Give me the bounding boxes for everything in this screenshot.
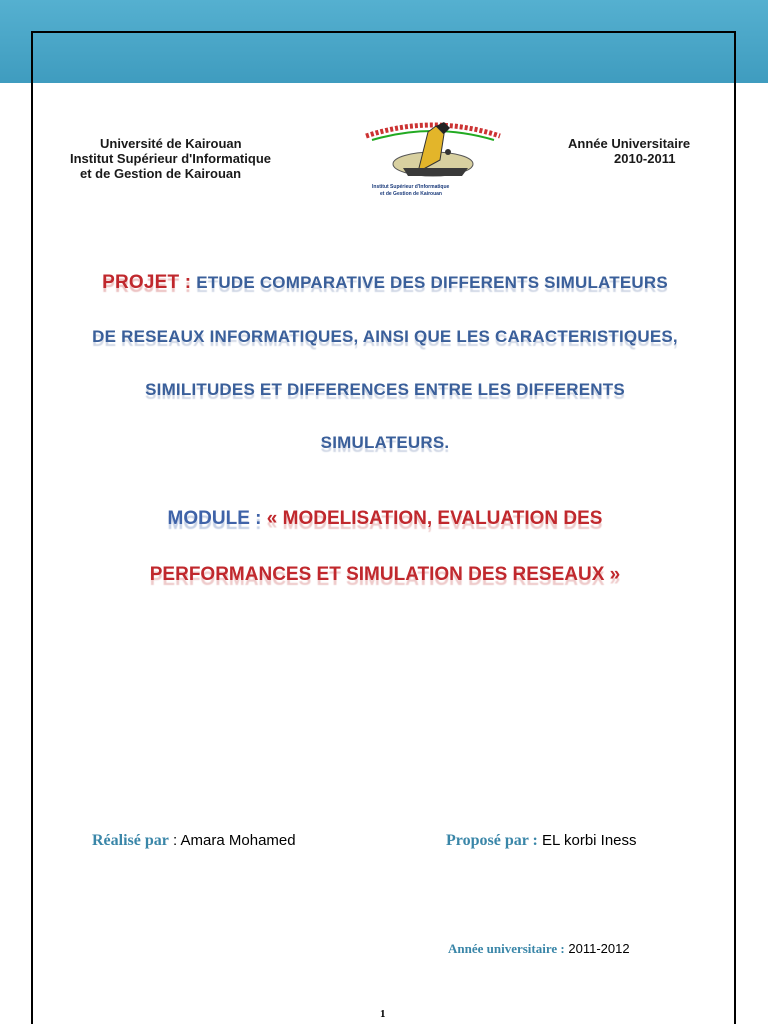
project-title-line-3: SIMILITUDES ET DIFFERENCES ENTRE LES DIFFERENTS (145, 380, 625, 399)
institute-logo-icon (358, 112, 508, 202)
academic-year-block (568, 136, 690, 166)
realise-label: Réalisé par (92, 832, 169, 849)
project-title-line-1 (40, 272, 730, 294)
institute-name: Institut Supérieur d'Informatique (70, 151, 271, 166)
module-title-text-1: « MODELISATION, EVALUATION DES (266, 508, 603, 529)
project-title-line-4: SIMULATEURS. (320, 433, 450, 452)
university-block (70, 136, 271, 181)
module-title (40, 508, 730, 586)
annee-value: 2011-2012 (564, 941, 630, 956)
project-label: PROJET : (102, 272, 192, 293)
project-title-text-1: ETUDE COMPARATIVE DES DIFFERENTS SIMULATEURS (196, 273, 668, 292)
logo-caption-line2: et de Gestion de Kairouan (380, 191, 442, 197)
module-title-line-2: PERFORMANCES ET SIMULATION DES RESEAUX » (149, 564, 621, 585)
academic-year-value: 2010-2011 (614, 151, 676, 166)
project-title (40, 272, 730, 453)
realise-par (92, 832, 296, 850)
module-label: MODULE : (167, 508, 262, 529)
propose-par (446, 832, 637, 850)
institute-location: et de Gestion de Kairouan (80, 166, 242, 181)
academic-year-label: Année Universitaire (568, 136, 691, 151)
project-title-line-2: DE RESEAUX INFORMATIQUES, AINSI QUE LES CARACTERISTIQUES, (92, 327, 678, 346)
page-number: 1 (380, 1008, 386, 1020)
module-title-line-1 (40, 508, 730, 530)
realise-value: : Amara Mohamed (168, 832, 296, 849)
university-name: Université de Kairouan (100, 136, 242, 151)
propose-value: EL korbi Iness (537, 832, 637, 849)
propose-label: Proposé par : (446, 832, 538, 849)
annee-label: Année universitaire : (448, 941, 565, 956)
annee-universitaire (448, 940, 630, 958)
logo-caption-line1: Institut Supérieur d'Informatique (372, 184, 450, 190)
